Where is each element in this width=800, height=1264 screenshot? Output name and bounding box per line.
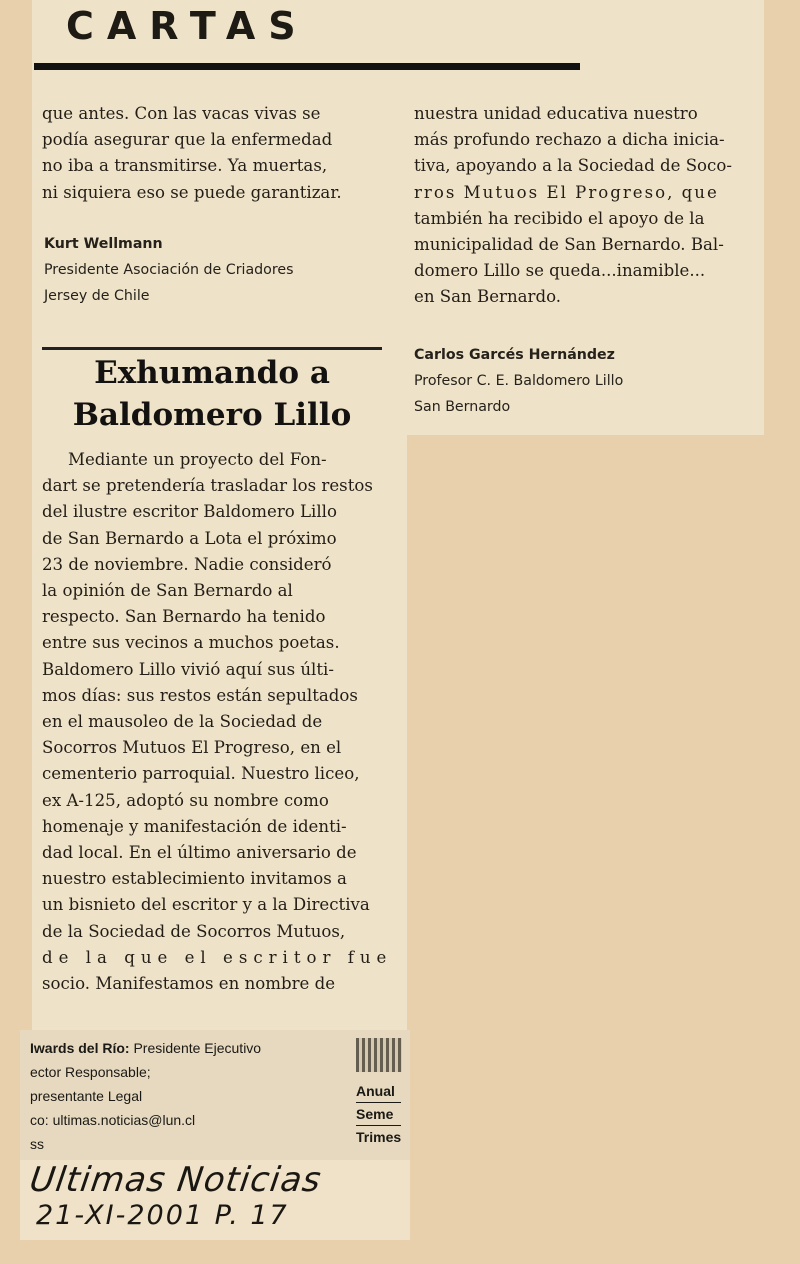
masthead-label: Iwards del Río:	[30, 1040, 130, 1056]
text-line: del ilustre escritor Baldomero Lillo	[42, 502, 337, 522]
text-line: de la que el escritor fue	[42, 947, 393, 967]
barcode-icon	[356, 1038, 402, 1072]
text-line: de la Sociedad de Socorros Mutuos,	[42, 921, 346, 941]
text-line: domero Lillo se queda...inamible...	[414, 261, 706, 281]
rate-label: Anual	[356, 1080, 401, 1103]
text-line: en el mausoleo de la Sociedad de	[42, 712, 323, 732]
text-line: tiva, apoyando a la Sociedad de Soco-	[414, 156, 732, 176]
text-line: no iba a transmitirse. Ya muertas,	[42, 156, 328, 176]
masthead-line: ector Responsable;	[30, 1064, 151, 1080]
text-line: dad local. En el último aniversario de	[42, 843, 357, 863]
letter2-headline	[42, 352, 382, 436]
text-line: un bisnieto del escritor y a la Directiva	[42, 895, 370, 915]
text-line: nuestro establecimiento invitamos a	[42, 869, 347, 889]
headline-rule	[42, 347, 382, 350]
section-rule	[34, 63, 580, 70]
text-line: mos días: sus restos están sepultados	[42, 685, 358, 705]
text-line: la opinión de San Bernardo al	[42, 581, 293, 601]
masthead-info	[30, 1036, 261, 1156]
section-title: CARTAS	[66, 4, 309, 48]
rate-label: Trimes	[356, 1129, 402, 1145]
letter1-body	[42, 101, 382, 206]
rate-label: Seme	[356, 1103, 401, 1126]
masthead-value: Presidente Ejecutivo	[133, 1040, 262, 1056]
text-line: ni siquiera eso se puede garantizar.	[42, 182, 342, 202]
masthead-line: ss	[30, 1136, 44, 1152]
signature-title: San Bernardo	[414, 399, 511, 415]
text-line: Mediante un proyecto del Fon-	[68, 450, 327, 469]
text-line: respecto. San Bernardo ha tenido	[42, 607, 326, 627]
text-line: socio. Manifestamos en nombre de	[42, 974, 336, 994]
text-line: Baldomero Lillo vivió aquí sus últi-	[42, 659, 334, 679]
headline-line: Exhumando a	[94, 355, 330, 391]
text-line: también ha recibido el apoyo de la	[414, 208, 705, 228]
text-line: podía asegurar que la enfermedad	[42, 130, 333, 150]
handwritten-source: Ultimas Noticias	[27, 1160, 325, 1200]
masthead-line: co: ultimas.noticias@lun.cl	[30, 1112, 196, 1128]
text-line: dart se pretendería trasladar los restos	[42, 476, 373, 496]
letter2-signature	[414, 342, 623, 420]
text-line: municipalidad de San Bernardo. Bal-	[414, 235, 724, 255]
masthead-line	[30, 1036, 261, 1060]
text-line: nuestra unidad educativa nuestro	[414, 104, 698, 123]
letter1-signature	[44, 231, 294, 309]
masthead-line: presentante Legal	[30, 1088, 143, 1104]
letter2-body	[42, 447, 393, 997]
signature-title: Presidente Asociación de Criadores	[44, 262, 294, 278]
text-line: en San Bernardo.	[414, 287, 562, 307]
signature-name: Kurt Wellmann	[44, 236, 163, 252]
signature-title: Jersey de Chile	[44, 288, 150, 304]
text-line: rros Mutuos El Progreso, que	[414, 182, 719, 202]
headline-line: Baldomero Lillo	[72, 397, 352, 433]
text-line: que antes. Con las vacas vivas se	[42, 104, 321, 123]
text-line: entre sus vecinos a muchos poetas.	[42, 633, 340, 653]
text-line: cementerio parroquial. Nuestro liceo,	[42, 764, 360, 784]
handwritten-date: 21-XI-2001 P. 17	[36, 1200, 289, 1231]
text-line: 23 de noviembre. Nadie consideró	[42, 554, 332, 574]
signature-title: Profesor C. E. Baldomero Lillo	[414, 373, 624, 389]
text-line: Socorros Mutuos El Progreso, en el	[42, 738, 342, 758]
text-line: de San Bernardo a Lota el próximo	[42, 528, 337, 548]
signature-name: Carlos Garcés Hernández	[414, 347, 615, 363]
letter2-continued	[414, 101, 756, 311]
text-line: ex A-125, adoptó su nombre como	[42, 790, 329, 810]
text-line: más profundo rechazo a dicha inicia-	[414, 130, 725, 150]
subscription-rates	[356, 1080, 401, 1148]
text-line: homenaje y manifestación de identi-	[42, 816, 347, 836]
